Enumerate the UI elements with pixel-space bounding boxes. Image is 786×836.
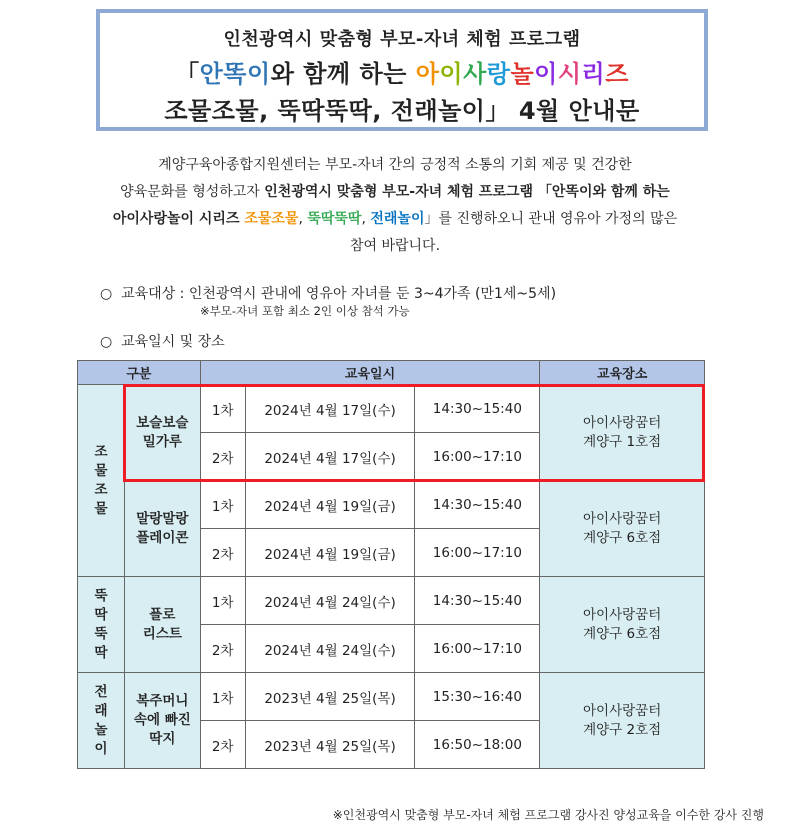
place-cell: 아이사랑꿈터 계양구 6호점 — [540, 577, 705, 673]
title-series-part: 즈 — [605, 60, 629, 88]
title-series-part: 시 — [557, 60, 582, 88]
intro-comma: , — [361, 211, 371, 227]
place-cell: 아이사랑꿈터 계양구 1호점 — [540, 385, 705, 481]
title-series-part: 와 함께 하는 — [270, 60, 416, 88]
session-date-cell: 2024년 4월 17일(수) — [245, 385, 415, 433]
session-number-cell: 1차 — [200, 577, 245, 625]
schedule-heading-label: 교육일시 및 장소 — [121, 334, 225, 350]
intro-program-name: 인천광역시 맞춤형 부모-자녀 체험 프로그램 「안똑이와 함께 하는 — [264, 184, 670, 200]
title-line-1: 인천광역시 맞춤형 부모-자녀 체험 프로그램 — [223, 29, 581, 50]
target-item — [100, 283, 556, 303]
program-name-cell: 보슬보슬 밀가루 — [124, 385, 200, 481]
title-line-2 — [100, 54, 704, 89]
session-time-cell: 16:50~18:00 — [415, 721, 540, 769]
session-number-cell: 2차 — [200, 721, 245, 769]
target-note: ※부모-자녀 포함 최소 2인 이상 참석 가능 — [200, 304, 410, 318]
session-number-cell: 1차 — [200, 481, 245, 529]
header-category: 구분 — [78, 361, 201, 385]
intro-paragraph — [80, 152, 710, 260]
table-row — [78, 577, 705, 625]
place-cell: 아이사랑꿈터 계양구 2호점 — [540, 673, 705, 769]
title-series-part: 이 — [439, 60, 464, 88]
session-number-cell: 2차 — [200, 625, 245, 673]
intro-line-2 — [80, 179, 710, 206]
program-name-cell: 말랑말랑 플레이콘 — [124, 481, 200, 577]
title-series-part: 랑 — [486, 60, 511, 88]
program-name-cell: 플로 리스트 — [124, 577, 200, 673]
session-time-cell: 16:00~17:10 — [415, 529, 540, 577]
intro-jomul: 조물조물 — [244, 211, 299, 227]
title-series-name — [200, 60, 629, 88]
footer-note: ※인천광역시 맞춤형 부모-자녀 체험 프로그램 강사진 양성교육을 이수한 강사 진행 — [332, 808, 764, 822]
category-cell: 뚝 딱 뚝 딱 — [78, 577, 125, 673]
title-bracket-open: 「 — [175, 60, 200, 88]
table-header-row — [78, 361, 705, 385]
session-date-cell: 2024년 4월 24일(수) — [245, 625, 415, 673]
header-place: 교육장소 — [540, 361, 705, 385]
session-number-cell: 1차 — [200, 385, 245, 433]
intro-line-1: 계양구육아종합지원센터는 부모-자녀 간의 긍정적 소통의 기회 제공 및 건강한 — [158, 157, 632, 173]
session-time-cell: 14:30~15:40 — [415, 385, 540, 433]
intro-series-name: 아이사랑놀이 시리즈 — [112, 211, 245, 227]
title-series-part: 사 — [463, 60, 487, 88]
title-series-part: 이 — [534, 60, 558, 88]
intro-line-3 — [80, 206, 710, 233]
place-cell: 아이사랑꿈터 계양구 6호점 — [540, 481, 705, 577]
intro-text: 양육문화를 형성하고자 — [120, 184, 265, 200]
session-date-cell: 2023년 4월 25일(목) — [245, 721, 415, 769]
bullet-icon: ○ — [100, 286, 113, 302]
session-number-cell: 2차 — [200, 529, 245, 577]
schedule-heading — [100, 331, 225, 351]
intro-text: 」를 진행하오니 관내 영유아 가정의 많은 — [424, 211, 678, 227]
intro-comma: , — [298, 211, 308, 227]
title-series-part: 놀 — [510, 60, 535, 88]
title-series-part: 안똑이 — [199, 60, 271, 88]
title-line-3: 조물조물, 뚝딱뚝딱, 전래놀이」 4월 안내문 — [164, 97, 640, 125]
title-series-part: 리 — [581, 60, 606, 88]
session-time-cell: 14:30~15:40 — [415, 577, 540, 625]
session-time-cell: 16:00~17:10 — [415, 625, 540, 673]
session-date-cell: 2023년 4월 25일(목) — [245, 673, 415, 721]
intro-line-4: 참여 바랍니다. — [349, 238, 441, 254]
schedule-table — [77, 360, 705, 769]
table-row — [78, 385, 705, 433]
category-cell: 조 물 조 물 — [78, 385, 125, 577]
target-label: 교육대상 : 인천광역시 관내에 영유아 자녀를 둔 3~4가족 (만1세~5세) — [121, 286, 557, 302]
session-time-cell: 15:30~16:40 — [415, 673, 540, 721]
program-name-cell: 복주머니 속에 빠진 딱지 — [124, 673, 200, 769]
session-date-cell: 2024년 4월 19일(금) — [245, 529, 415, 577]
session-date-cell: 2024년 4월 24일(수) — [245, 577, 415, 625]
intro-jeon: 전래놀이 — [370, 211, 425, 227]
session-time-cell: 16:00~17:10 — [415, 433, 540, 481]
intro-ttuk: 뚝딱뚝딱 — [307, 211, 362, 227]
session-date-cell: 2024년 4월 19일(금) — [245, 481, 415, 529]
header-datetime: 교육일시 — [200, 361, 540, 385]
session-time-cell: 14:30~15:40 — [415, 481, 540, 529]
bullet-icon: ○ — [100, 334, 113, 350]
session-number-cell: 1차 — [200, 673, 245, 721]
session-date-cell: 2024년 4월 17일(수) — [245, 433, 415, 481]
title-box — [96, 9, 708, 131]
session-number-cell: 2차 — [200, 433, 245, 481]
category-cell: 전 래 놀 이 — [78, 673, 125, 769]
title-series-part: 아 — [415, 60, 440, 88]
table-row — [78, 673, 705, 721]
table-row — [78, 481, 705, 529]
